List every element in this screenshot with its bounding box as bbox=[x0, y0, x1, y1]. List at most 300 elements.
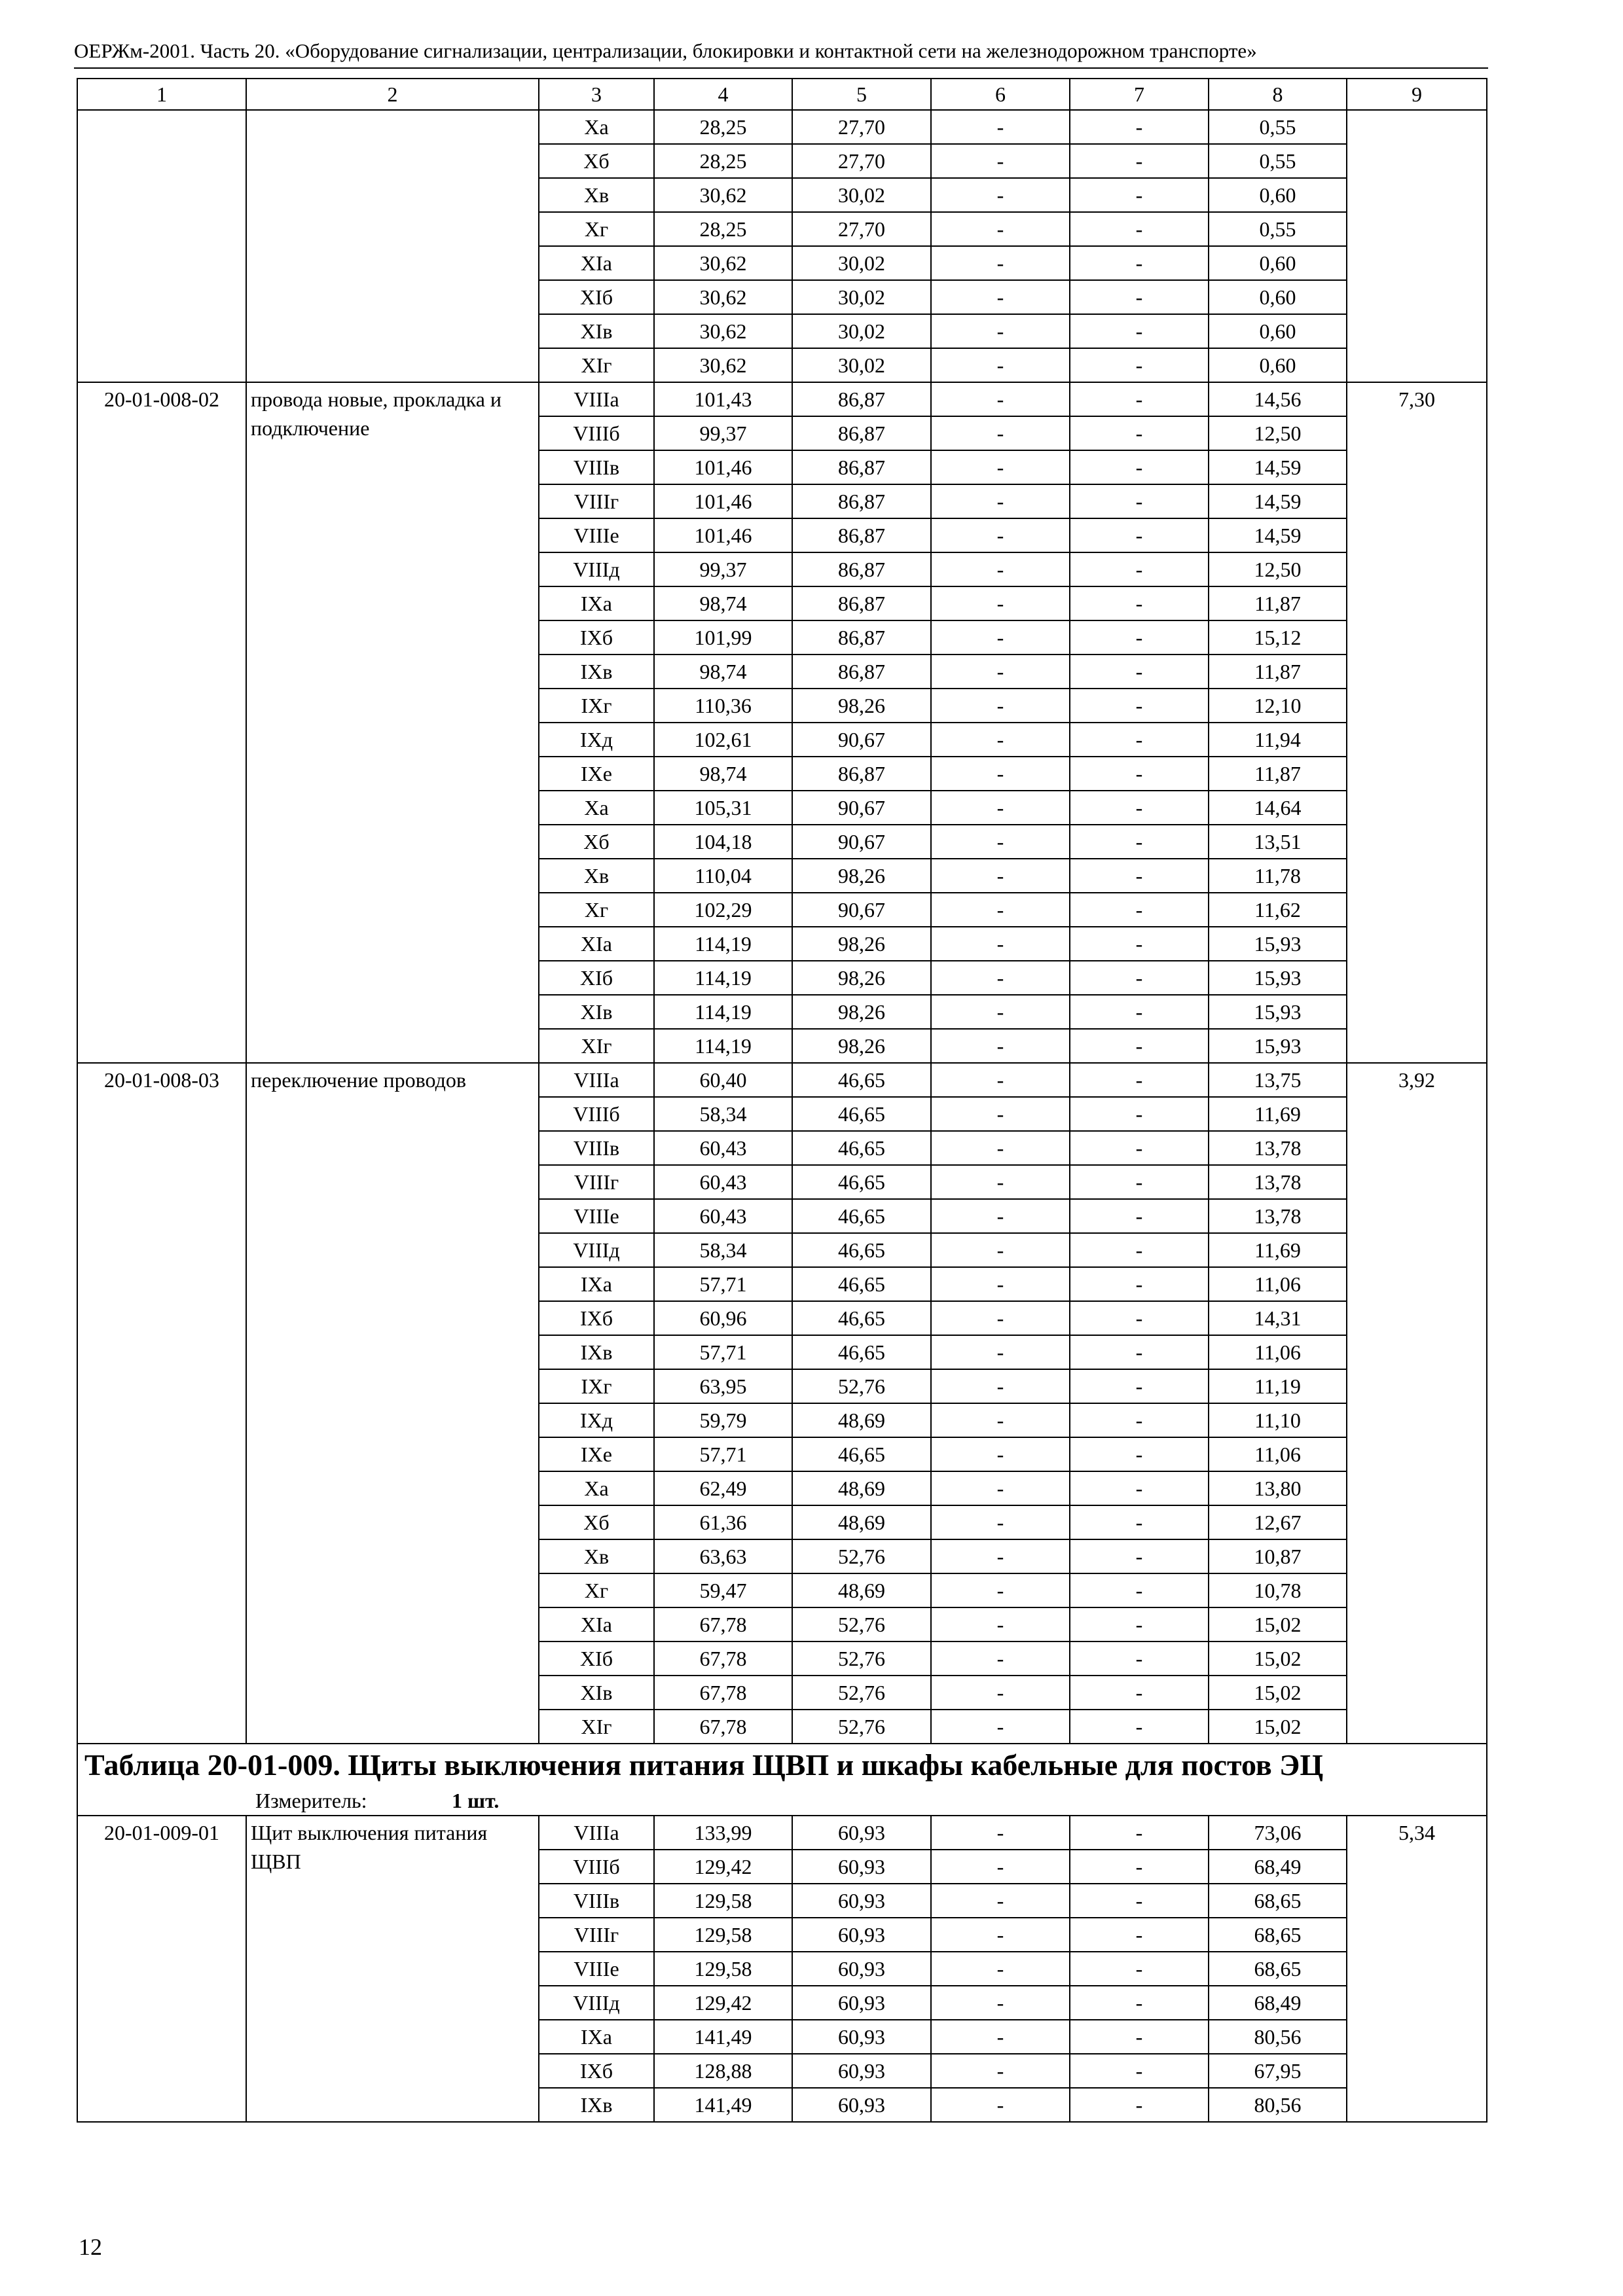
driver-wages: - bbox=[1070, 825, 1209, 859]
driver-wages: - bbox=[1070, 859, 1209, 893]
territorial-zone: IХв bbox=[539, 1335, 654, 1369]
total-cost: 28,25 bbox=[654, 212, 792, 246]
total-cost: 101,99 bbox=[654, 620, 792, 655]
wages: 46,65 bbox=[792, 1199, 931, 1233]
territorial-zone: ХIб bbox=[539, 280, 654, 314]
materials: 15,12 bbox=[1209, 620, 1347, 655]
territorial-zone: VIIIа bbox=[539, 1816, 654, 1850]
materials: 15,02 bbox=[1209, 1641, 1347, 1676]
territorial-zone: VIIIв bbox=[539, 1131, 654, 1165]
driver-wages: - bbox=[1070, 1063, 1209, 1097]
measure-value: 1 шт. bbox=[452, 1789, 500, 1812]
total-cost: 98,74 bbox=[654, 757, 792, 791]
territorial-zone: IХа bbox=[539, 1267, 654, 1301]
territorial-zone: ХIа bbox=[539, 927, 654, 961]
machine-operation: - bbox=[931, 416, 1070, 450]
materials: 68,65 bbox=[1209, 1952, 1347, 1986]
machine-operation: - bbox=[931, 1369, 1070, 1403]
machine-operation: - bbox=[931, 1573, 1070, 1607]
wages: 52,76 bbox=[792, 1539, 931, 1573]
materials: 11,19 bbox=[1209, 1369, 1347, 1403]
driver-wages: - bbox=[1070, 1573, 1209, 1607]
wages: 52,76 bbox=[792, 1710, 931, 1744]
wages: 86,87 bbox=[792, 416, 931, 450]
column-number-row bbox=[77, 79, 1487, 110]
wages: 48,69 bbox=[792, 1573, 931, 1607]
machine-operation: - bbox=[931, 1029, 1070, 1063]
wages: 90,67 bbox=[792, 723, 931, 757]
wages: 30,02 bbox=[792, 314, 931, 348]
machine-operation: - bbox=[931, 859, 1070, 893]
machine-operation: - bbox=[931, 552, 1070, 586]
driver-wages: - bbox=[1070, 961, 1209, 995]
work-description: Щит выключения питания ЩВП bbox=[246, 1816, 539, 2122]
wages: 86,87 bbox=[792, 450, 931, 484]
labor-cost bbox=[1347, 110, 1487, 382]
materials: 11,06 bbox=[1209, 1267, 1347, 1301]
territorial-zone: IХв bbox=[539, 2088, 654, 2122]
materials: 11,87 bbox=[1209, 757, 1347, 791]
total-cost: 30,62 bbox=[654, 314, 792, 348]
machine-operation: - bbox=[931, 1335, 1070, 1369]
wages: 98,26 bbox=[792, 859, 931, 893]
total-cost: 60,96 bbox=[654, 1301, 792, 1335]
wages: 46,65 bbox=[792, 1097, 931, 1131]
wages: 27,70 bbox=[792, 212, 931, 246]
materials: 15,93 bbox=[1209, 995, 1347, 1029]
materials: 14,59 bbox=[1209, 518, 1347, 552]
territorial-zone: VIIIг bbox=[539, 484, 654, 518]
materials: 11,87 bbox=[1209, 586, 1347, 620]
territorial-zone: VIIIг bbox=[539, 1918, 654, 1952]
territorial-zone: VIIIд bbox=[539, 552, 654, 586]
driver-wages: - bbox=[1070, 382, 1209, 416]
total-cost: 129,58 bbox=[654, 1918, 792, 1952]
territorial-zone: ХIв bbox=[539, 995, 654, 1029]
territorial-zone: Хг bbox=[539, 212, 654, 246]
materials: 0,60 bbox=[1209, 314, 1347, 348]
driver-wages: - bbox=[1070, 416, 1209, 450]
driver-wages: - bbox=[1070, 246, 1209, 280]
wages: 98,26 bbox=[792, 961, 931, 995]
total-cost: 110,04 bbox=[654, 859, 792, 893]
measure-cell bbox=[77, 1786, 1487, 1816]
driver-wages: - bbox=[1070, 280, 1209, 314]
wages: 90,67 bbox=[792, 825, 931, 859]
machine-operation: - bbox=[931, 1918, 1070, 1952]
rate-code bbox=[77, 110, 246, 382]
total-cost: 63,63 bbox=[654, 1539, 792, 1573]
territorial-zone: IХе bbox=[539, 757, 654, 791]
materials: 68,49 bbox=[1209, 1986, 1347, 2020]
table-title-row bbox=[77, 1744, 1487, 1786]
driver-wages: - bbox=[1070, 144, 1209, 178]
column-number: 6 bbox=[931, 79, 1070, 110]
driver-wages: - bbox=[1070, 1539, 1209, 1573]
wages: 52,76 bbox=[792, 1607, 931, 1641]
total-cost: 102,61 bbox=[654, 723, 792, 757]
total-cost: 141,49 bbox=[654, 2088, 792, 2122]
territorial-zone: IХб bbox=[539, 2054, 654, 2088]
machine-operation: - bbox=[931, 689, 1070, 723]
total-cost: 101,46 bbox=[654, 518, 792, 552]
driver-wages: - bbox=[1070, 1676, 1209, 1710]
total-cost: 129,58 bbox=[654, 1952, 792, 1986]
total-cost: 28,25 bbox=[654, 144, 792, 178]
driver-wages: - bbox=[1070, 2054, 1209, 2088]
materials: 11,69 bbox=[1209, 1233, 1347, 1267]
column-number: 8 bbox=[1209, 79, 1347, 110]
territorial-zone: IХе bbox=[539, 1437, 654, 1471]
total-cost: 141,49 bbox=[654, 2020, 792, 2054]
territorial-zone: IХб bbox=[539, 1301, 654, 1335]
materials: 11,62 bbox=[1209, 893, 1347, 927]
materials: 11,10 bbox=[1209, 1403, 1347, 1437]
column-number: 1 bbox=[77, 79, 246, 110]
wages: 60,93 bbox=[792, 1918, 931, 1952]
machine-operation: - bbox=[931, 1097, 1070, 1131]
materials: 12,10 bbox=[1209, 689, 1347, 723]
materials: 15,93 bbox=[1209, 1029, 1347, 1063]
machine-operation: - bbox=[931, 1301, 1070, 1335]
driver-wages: - bbox=[1070, 791, 1209, 825]
materials: 15,02 bbox=[1209, 1607, 1347, 1641]
driver-wages: - bbox=[1070, 2088, 1209, 2122]
materials: 11,94 bbox=[1209, 723, 1347, 757]
total-cost: 60,43 bbox=[654, 1199, 792, 1233]
machine-operation: - bbox=[931, 586, 1070, 620]
total-cost: 110,36 bbox=[654, 689, 792, 723]
territorial-zone: VIIIг bbox=[539, 1165, 654, 1199]
territorial-zone: IХа bbox=[539, 2020, 654, 2054]
driver-wages: - bbox=[1070, 314, 1209, 348]
materials: 0,55 bbox=[1209, 212, 1347, 246]
page-number: 12 bbox=[79, 2234, 102, 2260]
total-cost: 61,36 bbox=[654, 1505, 792, 1539]
machine-operation: - bbox=[931, 757, 1070, 791]
machine-operation: - bbox=[931, 314, 1070, 348]
territorial-zone: VIIIб bbox=[539, 1850, 654, 1884]
machine-operation: - bbox=[931, 280, 1070, 314]
total-cost: 57,71 bbox=[654, 1267, 792, 1301]
rates-table bbox=[77, 78, 1487, 2123]
table-title: Таблица 20-01-009. Щиты выключения питания ЩВП и шкафы кабельные для постов ЭЦ bbox=[77, 1744, 1487, 1786]
materials: 0,60 bbox=[1209, 280, 1347, 314]
driver-wages: - bbox=[1070, 586, 1209, 620]
territorial-zone: VIIIд bbox=[539, 1233, 654, 1267]
driver-wages: - bbox=[1070, 689, 1209, 723]
driver-wages: - bbox=[1070, 1165, 1209, 1199]
total-cost: 58,34 bbox=[654, 1097, 792, 1131]
territorial-zone: IХд bbox=[539, 1403, 654, 1437]
machine-operation: - bbox=[931, 1437, 1070, 1471]
running-header: ОЕРЖм-2001. Часть 20. «Оборудование сигнализации, централизации, блокировки и контактной сети на железнодорожном транспорте» bbox=[74, 39, 1257, 62]
wages: 60,93 bbox=[792, 1816, 931, 1850]
machine-operation: - bbox=[931, 1063, 1070, 1097]
territorial-zone: Хб bbox=[539, 1505, 654, 1539]
machine-operation: - bbox=[931, 144, 1070, 178]
wages: 86,87 bbox=[792, 382, 931, 416]
materials: 15,02 bbox=[1209, 1710, 1347, 1744]
materials: 14,59 bbox=[1209, 484, 1347, 518]
driver-wages: - bbox=[1070, 995, 1209, 1029]
machine-operation: - bbox=[931, 2088, 1070, 2122]
materials: 11,06 bbox=[1209, 1335, 1347, 1369]
materials: 68,49 bbox=[1209, 1850, 1347, 1884]
territorial-zone: ХIа bbox=[539, 1607, 654, 1641]
territorial-zone: Хг bbox=[539, 1573, 654, 1607]
driver-wages: - bbox=[1070, 450, 1209, 484]
total-cost: 101,46 bbox=[654, 484, 792, 518]
machine-operation: - bbox=[931, 246, 1070, 280]
wages: 60,93 bbox=[792, 1952, 931, 1986]
territorial-zone: VIIIе bbox=[539, 1952, 654, 1986]
territorial-zone: Хб bbox=[539, 144, 654, 178]
table-row bbox=[77, 382, 1487, 416]
territorial-zone: ХIв bbox=[539, 314, 654, 348]
total-cost: 28,25 bbox=[654, 110, 792, 144]
table-row bbox=[77, 110, 1487, 144]
territorial-zone: Хв bbox=[539, 859, 654, 893]
materials: 11,78 bbox=[1209, 859, 1347, 893]
labor-cost: 3,92 bbox=[1347, 1063, 1487, 1744]
materials: 0,55 bbox=[1209, 110, 1347, 144]
territorial-zone: ХIг bbox=[539, 1029, 654, 1063]
territorial-zone: IХг bbox=[539, 689, 654, 723]
machine-operation: - bbox=[931, 2020, 1070, 2054]
driver-wages: - bbox=[1070, 1131, 1209, 1165]
materials: 13,75 bbox=[1209, 1063, 1347, 1097]
column-number: 9 bbox=[1347, 79, 1487, 110]
machine-operation: - bbox=[931, 1710, 1070, 1744]
machine-operation: - bbox=[931, 1607, 1070, 1641]
machine-operation: - bbox=[931, 825, 1070, 859]
wages: 46,65 bbox=[792, 1063, 931, 1097]
work-description: провода новые, прокладка и подключение bbox=[246, 382, 539, 1063]
driver-wages: - bbox=[1070, 1816, 1209, 1850]
territorial-zone: VIIIд bbox=[539, 1986, 654, 2020]
materials: 13,78 bbox=[1209, 1131, 1347, 1165]
total-cost: 67,78 bbox=[654, 1710, 792, 1744]
machine-operation: - bbox=[931, 1952, 1070, 1986]
total-cost: 57,71 bbox=[654, 1437, 792, 1471]
driver-wages: - bbox=[1070, 1233, 1209, 1267]
materials: 14,59 bbox=[1209, 450, 1347, 484]
territorial-zone: VIIIа bbox=[539, 1063, 654, 1097]
territorial-zone: Хб bbox=[539, 825, 654, 859]
wages: 98,26 bbox=[792, 689, 931, 723]
rate-code: 20-01-008-02 bbox=[77, 382, 246, 1063]
machine-operation: - bbox=[931, 178, 1070, 212]
machine-operation: - bbox=[931, 1165, 1070, 1199]
territorial-zone: IХа bbox=[539, 586, 654, 620]
measure-label: Измеритель: bbox=[255, 1789, 367, 1812]
driver-wages: - bbox=[1070, 484, 1209, 518]
column-number: 7 bbox=[1070, 79, 1209, 110]
total-cost: 128,88 bbox=[654, 2054, 792, 2088]
materials: 12,50 bbox=[1209, 416, 1347, 450]
driver-wages: - bbox=[1070, 518, 1209, 552]
driver-wages: - bbox=[1070, 1710, 1209, 1744]
machine-operation: - bbox=[931, 1199, 1070, 1233]
materials: 80,56 bbox=[1209, 2020, 1347, 2054]
wages: 60,93 bbox=[792, 1850, 931, 1884]
territorial-zone: ХIа bbox=[539, 246, 654, 280]
driver-wages: - bbox=[1070, 1369, 1209, 1403]
wages: 86,87 bbox=[792, 586, 931, 620]
column-number: 3 bbox=[539, 79, 654, 110]
column-number: 5 bbox=[792, 79, 931, 110]
wages: 86,87 bbox=[792, 620, 931, 655]
machine-operation: - bbox=[931, 484, 1070, 518]
wages: 86,87 bbox=[792, 484, 931, 518]
labor-cost: 7,30 bbox=[1347, 382, 1487, 1063]
materials: 11,06 bbox=[1209, 1437, 1347, 1471]
total-cost: 129,42 bbox=[654, 1986, 792, 2020]
measure-row bbox=[77, 1786, 1487, 1816]
territorial-zone: Ха bbox=[539, 1471, 654, 1505]
territorial-zone: IХб bbox=[539, 620, 654, 655]
total-cost: 67,78 bbox=[654, 1676, 792, 1710]
machine-operation: - bbox=[931, 1539, 1070, 1573]
wages: 98,26 bbox=[792, 927, 931, 961]
driver-wages: - bbox=[1070, 723, 1209, 757]
materials: 13,51 bbox=[1209, 825, 1347, 859]
total-cost: 58,34 bbox=[654, 1233, 792, 1267]
wages: 86,87 bbox=[792, 552, 931, 586]
territorial-zone: ХIг bbox=[539, 1710, 654, 1744]
driver-wages: - bbox=[1070, 110, 1209, 144]
work-description: переключение проводов bbox=[246, 1063, 539, 1744]
driver-wages: - bbox=[1070, 1884, 1209, 1918]
machine-operation: - bbox=[931, 620, 1070, 655]
materials: 13,78 bbox=[1209, 1165, 1347, 1199]
territorial-zone: IХг bbox=[539, 1369, 654, 1403]
total-cost: 30,62 bbox=[654, 246, 792, 280]
territorial-zone: Хв bbox=[539, 178, 654, 212]
total-cost: 60,43 bbox=[654, 1165, 792, 1199]
driver-wages: - bbox=[1070, 1267, 1209, 1301]
machine-operation: - bbox=[931, 110, 1070, 144]
machine-operation: - bbox=[931, 1505, 1070, 1539]
materials: 12,50 bbox=[1209, 552, 1347, 586]
wages: 86,87 bbox=[792, 655, 931, 689]
total-cost: 59,47 bbox=[654, 1573, 792, 1607]
total-cost: 98,74 bbox=[654, 586, 792, 620]
materials: 13,80 bbox=[1209, 1471, 1347, 1505]
wages: 46,65 bbox=[792, 1131, 931, 1165]
driver-wages: - bbox=[1070, 1199, 1209, 1233]
total-cost: 57,71 bbox=[654, 1335, 792, 1369]
territorial-zone: VIIIв bbox=[539, 1884, 654, 1918]
materials: 13,78 bbox=[1209, 1199, 1347, 1233]
territorial-zone: Хг bbox=[539, 893, 654, 927]
machine-operation: - bbox=[931, 1131, 1070, 1165]
total-cost: 67,78 bbox=[654, 1641, 792, 1676]
driver-wages: - bbox=[1070, 212, 1209, 246]
driver-wages: - bbox=[1070, 552, 1209, 586]
wages: 52,76 bbox=[792, 1676, 931, 1710]
materials: 12,67 bbox=[1209, 1505, 1347, 1539]
machine-operation: - bbox=[931, 1641, 1070, 1676]
driver-wages: - bbox=[1070, 2020, 1209, 2054]
wages: 48,69 bbox=[792, 1471, 931, 1505]
total-cost: 60,40 bbox=[654, 1063, 792, 1097]
wages: 60,93 bbox=[792, 2020, 931, 2054]
machine-operation: - bbox=[931, 348, 1070, 382]
driver-wages: - bbox=[1070, 1097, 1209, 1131]
total-cost: 30,62 bbox=[654, 280, 792, 314]
territorial-zone: VIIIб bbox=[539, 416, 654, 450]
machine-operation: - bbox=[931, 1267, 1070, 1301]
total-cost: 59,79 bbox=[654, 1403, 792, 1437]
wages: 60,93 bbox=[792, 1884, 931, 1918]
materials: 68,65 bbox=[1209, 1884, 1347, 1918]
wages: 46,65 bbox=[792, 1301, 931, 1335]
work-description bbox=[246, 110, 539, 382]
materials: 14,31 bbox=[1209, 1301, 1347, 1335]
wages: 60,93 bbox=[792, 2054, 931, 2088]
wages: 48,69 bbox=[792, 1403, 931, 1437]
wages: 86,87 bbox=[792, 518, 931, 552]
materials: 11,69 bbox=[1209, 1097, 1347, 1131]
driver-wages: - bbox=[1070, 893, 1209, 927]
rate-code: 20-01-008-03 bbox=[77, 1063, 246, 1744]
table-row bbox=[77, 1816, 1487, 1850]
driver-wages: - bbox=[1070, 1335, 1209, 1369]
territorial-zone: ХIб bbox=[539, 1641, 654, 1676]
wages: 90,67 bbox=[792, 893, 931, 927]
territorial-zone: IХв bbox=[539, 655, 654, 689]
territorial-zone: VIIIе bbox=[539, 518, 654, 552]
materials: 73,06 bbox=[1209, 1816, 1347, 1850]
machine-operation: - bbox=[931, 1471, 1070, 1505]
total-cost: 114,19 bbox=[654, 1029, 792, 1063]
machine-operation: - bbox=[931, 723, 1070, 757]
materials: 67,95 bbox=[1209, 2054, 1347, 2088]
driver-wages: - bbox=[1070, 757, 1209, 791]
machine-operation: - bbox=[931, 1986, 1070, 2020]
driver-wages: - bbox=[1070, 178, 1209, 212]
machine-operation: - bbox=[931, 1850, 1070, 1884]
wages: 46,65 bbox=[792, 1335, 931, 1369]
driver-wages: - bbox=[1070, 1607, 1209, 1641]
total-cost: 104,18 bbox=[654, 825, 792, 859]
materials: 0,55 bbox=[1209, 144, 1347, 178]
wages: 46,65 bbox=[792, 1437, 931, 1471]
machine-operation: - bbox=[931, 450, 1070, 484]
territorial-zone: VIIIв bbox=[539, 450, 654, 484]
total-cost: 63,95 bbox=[654, 1369, 792, 1403]
driver-wages: - bbox=[1070, 1986, 1209, 2020]
total-cost: 30,62 bbox=[654, 348, 792, 382]
territorial-zone: Ха bbox=[539, 110, 654, 144]
wages: 27,70 bbox=[792, 144, 931, 178]
materials: 15,02 bbox=[1209, 1676, 1347, 1710]
labor-cost: 5,34 bbox=[1347, 1816, 1487, 2122]
driver-wages: - bbox=[1070, 348, 1209, 382]
wages: 30,02 bbox=[792, 280, 931, 314]
total-cost: 67,78 bbox=[654, 1607, 792, 1641]
materials: 68,65 bbox=[1209, 1918, 1347, 1952]
territorial-zone: VIIIе bbox=[539, 1199, 654, 1233]
territorial-zone: Ха bbox=[539, 791, 654, 825]
machine-operation: - bbox=[931, 382, 1070, 416]
table-row bbox=[77, 1063, 1487, 1097]
wages: 90,67 bbox=[792, 791, 931, 825]
territorial-zone: ХIб bbox=[539, 961, 654, 995]
column-number: 4 bbox=[654, 79, 792, 110]
